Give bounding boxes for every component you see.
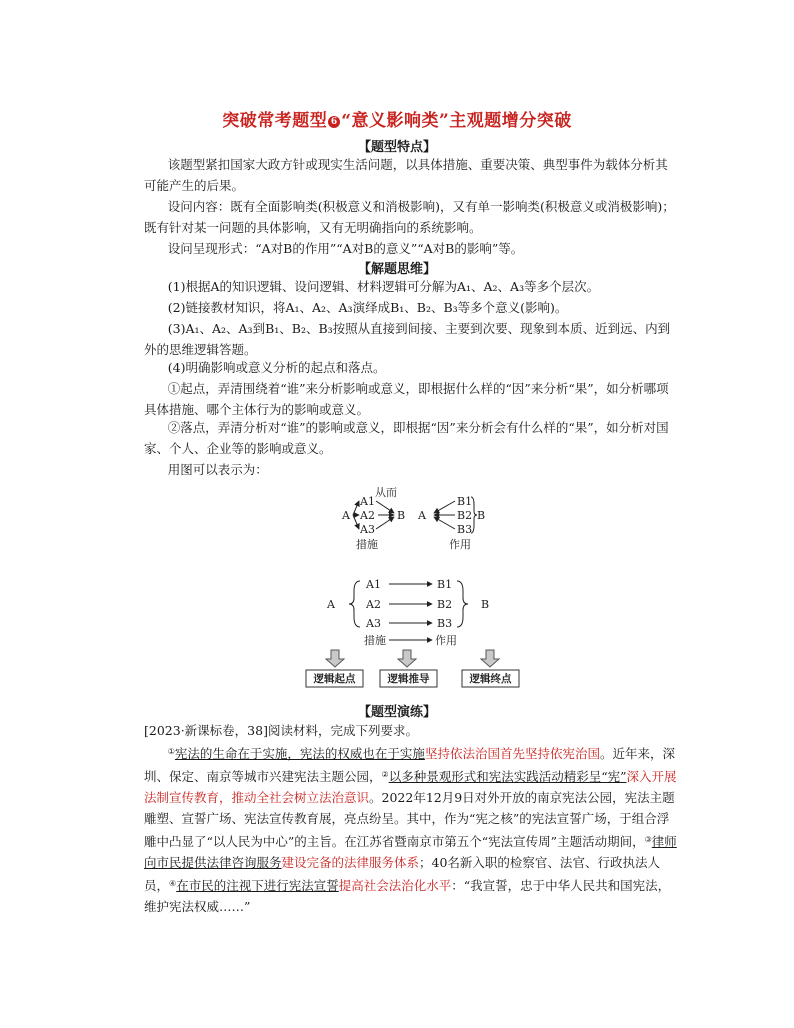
down-arrow-icon: [481, 650, 499, 667]
d1-node-a2: A2: [360, 509, 375, 522]
d2-node-a: A: [418, 509, 426, 522]
d1-node-a1: A1: [360, 495, 375, 508]
practice-material: ①宪法的生命在于实施，宪法的权威也在于实施坚持依法治国首先坚持依宪治国。近年来，深圳、保定、南京等城市兴建宪法主题公园，②以多种景观形式和宪法实践活动精彩呈“宪”深入开展法制宣传教育，推动全社会树立法治意识。2022年12月9日对外开放的南京宪法公园，宪法主题雕塑、宣誓广场、宪法宣传教育展，亮点纷呈。其中，作为“宪之核”的宪法宣誓广场，于组合浮雕中凸显了“以人民为中心”的主旨。在江苏省暨南京市第五个“宪法宣传周”主题活动期间，③律师向市民提供法律咨询服务建设完备的法律服务体系；40名新入职的检察官、法官、行政执法人员，④在市民的注视下进行宪法宣誓提高社会法治化水平：“我宣誓，忠于中华人民共和国宪法，维护宪法权威……”: [144, 746, 677, 914]
d3-node-a1: A1: [366, 578, 381, 591]
label-congerr: 从而: [375, 486, 397, 499]
d2-node-b1: B1: [457, 495, 473, 508]
thinking-step-3: (3)A₁、A₂、A₃到B₁、B₂、B₃按照从直接到间接、主要到次要、现象到本质、近到远、内到外的思维逻辑答题。: [144, 321, 671, 357]
thinking-step-4: (4)明确影响或意义分析的起点和落点。: [167, 360, 386, 375]
d2-node-b3: B3: [457, 523, 473, 536]
d3-node-b2: B2: [437, 598, 453, 611]
box-label-start: 逻辑起点: [313, 673, 356, 685]
box-label-end: 逻辑终点: [469, 673, 512, 685]
d3-node-b1: B1: [437, 578, 453, 591]
thinking-step-7: 用图可以表示为：: [167, 462, 268, 477]
circled-number: 6: [328, 116, 340, 128]
d3-node-a2: A2: [366, 598, 381, 611]
down-arrow-icon: [398, 650, 416, 667]
d2-node-b: B: [477, 509, 486, 522]
thinking-step-2: (2)链接教材知识，将A₁、A₂、A₃演绎成B₁、B₂、B₃等多个意义(影响)。: [167, 300, 568, 315]
section-heading-thinking: 【解题思维】: [357, 262, 436, 277]
page-title: 突破常考题型 6 “意义影响类”主观题增分突破: [222, 111, 572, 131]
features-paragraph-2: 设问内容：既有全面影响类(积极意义和消极影响)，又有单一影响类(积极意义或消极影响)；既有针对某一问题的具体影响，又有无明确指向的系统影响。: [144, 199, 675, 235]
d1-node-a3: A3: [360, 523, 375, 536]
section-heading-features: 【题型特点】: [357, 140, 436, 155]
d3-node-b: B: [481, 598, 490, 611]
d2-label-zuoyong: 作用: [449, 538, 471, 551]
d1-label-cuoshi: 措施: [356, 538, 378, 551]
section-heading-practice: 【题型演练】: [357, 705, 436, 720]
d2-node-b2: B2: [457, 509, 473, 522]
d3-label-cuoshi: 措施: [364, 634, 386, 647]
thinking-step-6: ②落点，弄清分析对“谁”的影响或意义，即根据“因”来分析会有什么样的“果”，如分析对国家、个人、企业等的影响或意义。: [144, 420, 669, 456]
d3-node-b3: B3: [437, 617, 453, 630]
down-arrow-icon: [326, 650, 344, 667]
box-label-derive: 逻辑推导: [387, 673, 430, 685]
d1-node-b: B: [397, 509, 406, 522]
d1-node-a: A: [342, 509, 350, 522]
features-paragraph-1: 该题型紧扣国家大政方针或现实生活问题，以具体措施、重要决策、典型事件为载体分析其可能产生的后果。: [144, 157, 668, 193]
practice-source: [2023·新课标卷，38]阅读材料，完成下列要求。: [144, 723, 418, 738]
d3-node-a3: A3: [366, 617, 381, 630]
d3-label-zuoyong: 作用: [435, 634, 457, 647]
features-paragraph-3: 设问呈现形式：“A对B的作用”“A对B的意义”“A对B的影响”等。: [167, 241, 524, 256]
thinking-step-1: (1)根据A的知识逻辑、设问逻辑、材料逻辑可分解为A₁、A₂、A₃等多个层次。: [167, 279, 600, 294]
d3-node-a: A: [327, 598, 335, 611]
thinking-step-5: ①起点，弄清围绕着“谁”来分析影响或意义，即根据什么样的“因”来分析“果”，如分析哪项具体措施、哪个主体行为的影响或意义。: [144, 381, 669, 417]
